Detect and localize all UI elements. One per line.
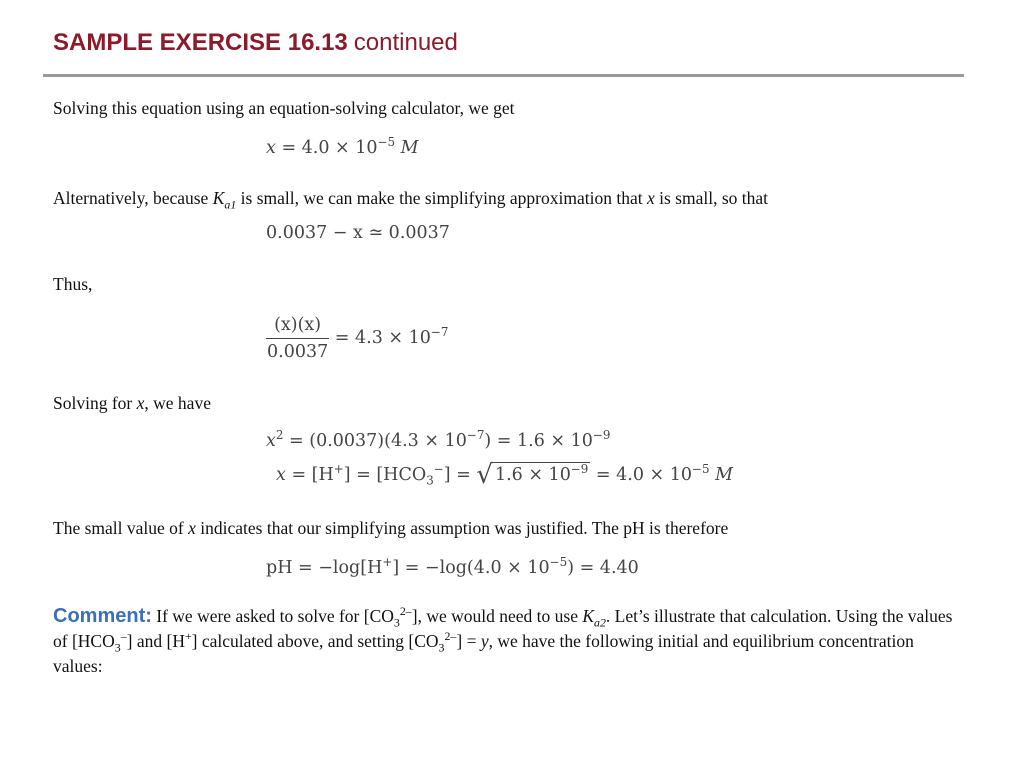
text-small-value — [53, 517, 728, 539]
comment-t2: ], we would need to use — [411, 606, 583, 626]
eq6-exp: −5 — [549, 555, 568, 570]
text-solving-for-x — [53, 392, 211, 414]
fraction — [266, 314, 329, 363]
comment-t5: ] calculated above, and setting [CO — [191, 631, 439, 651]
eq5-b: ] = [HCO — [343, 465, 427, 485]
eq5-a: = [H — [285, 465, 334, 485]
comment-t4-sup: + — [184, 629, 192, 644]
eq5-unit: M — [709, 465, 734, 485]
comment-t5-sup: 2– — [444, 629, 457, 644]
equation-x-squared — [266, 430, 610, 452]
comment-t4: ] and [H — [126, 631, 185, 651]
title-sub: continued — [353, 29, 458, 56]
alt-ka: K — [212, 188, 225, 208]
small-value-suffix: indicates that our simplifying assumption was justified. The pH is therefore — [195, 518, 729, 538]
comment-t7: , we have the following initial and equilibrium concentration values: — [53, 631, 914, 676]
comment-t3: . Let’s illustrate that calculation. Using the values of [HCO — [53, 606, 953, 651]
comment-t2-k: K — [582, 606, 595, 626]
title-divider — [43, 74, 964, 77]
small-value-prefix: The small value of — [53, 518, 189, 538]
eq4-exp2: −9 — [592, 428, 611, 443]
eq4-a: = (0.0037)(4.3 × 10 — [283, 431, 467, 451]
title-main: SAMPLE EXERCISE 16.13 — [53, 29, 348, 56]
square-root — [476, 460, 590, 490]
text-thus: Thus, — [53, 274, 93, 294]
solving-for-x: x — [136, 393, 145, 413]
fraction-denominator: 0.0037 — [267, 342, 329, 362]
eq4-exp1: −7 — [466, 428, 485, 443]
eq5-x: x — [276, 465, 286, 485]
comment-t3-sup: – — [120, 629, 127, 644]
small-value-x: x — [188, 518, 196, 538]
equation-fraction — [266, 314, 448, 363]
eq3-rhs: = 4.3 × 10 — [329, 328, 431, 348]
eq3-exp: −7 — [430, 325, 449, 340]
eq6-b: ] = −log(4.0 × 10 — [392, 558, 550, 578]
equation-x-result — [266, 137, 419, 159]
eq1-unit: M — [395, 138, 419, 158]
eq6-c: ) = 4.40 — [567, 558, 639, 578]
eq4-x: x — [266, 431, 276, 451]
equation-approximation: 0.0037 − x ≃ 0.0037 — [266, 223, 450, 243]
radicand — [493, 462, 590, 486]
eq6-plus: + — [382, 555, 393, 570]
comment-t1-sup: 2– — [399, 604, 412, 619]
text-solving-calculator: Solving this equation using an equation-solving calculator, we get — [53, 98, 515, 118]
alt-prefix: Alternatively, because — [53, 188, 213, 208]
equation-x-hco3 — [276, 460, 734, 490]
eq5-sub3: 3 — [426, 473, 434, 488]
page-title — [53, 28, 458, 58]
comment-t5-sub: 3 — [438, 640, 445, 655]
eq5-minus: − — [433, 462, 444, 477]
comment-t1-sub: 3 — [393, 615, 400, 630]
fraction-numerator: (x)(x) — [266, 314, 329, 339]
radical-sign: √ — [476, 460, 493, 490]
comment-t2-ksub: a2 — [594, 615, 606, 630]
eq4-b: ) = 1.6 × 10 — [484, 431, 593, 451]
text-alternatively — [53, 187, 769, 212]
eq5-sqrt: 1.6 × 10 — [494, 465, 571, 485]
comment-t1: If we were asked to solve for [CO — [151, 606, 394, 626]
equation-ph — [266, 557, 639, 579]
eq5-sqrt-exp: −9 — [570, 462, 589, 477]
solving-for-prefix: Solving for — [53, 393, 137, 413]
eq6-a: pH = −log[H — [266, 558, 383, 578]
eq5-plus: + — [333, 462, 344, 477]
eq1-exp: −5 — [377, 135, 396, 150]
comment-paragraph — [53, 604, 953, 679]
eq4-sup: 2 — [275, 428, 284, 443]
comment-t6-y: y — [480, 631, 489, 651]
comment-t3-sub: 3 — [114, 640, 121, 655]
eq1-mid: = 4.0 × 10 — [275, 138, 378, 158]
eq5-d: = 4.0 × 10 — [590, 465, 693, 485]
alt-x: x — [646, 188, 655, 208]
solving-for-suffix: , we have — [144, 393, 211, 413]
alt-ka-sub: a1 — [224, 197, 237, 212]
alt-mid: is small, we can make the simplifying approximation that — [236, 188, 647, 208]
eq1-var: x — [266, 138, 276, 158]
comment-t6: ] = — [456, 631, 481, 651]
comment-label: Comment: — [53, 605, 152, 627]
eq5-exp: −5 — [692, 462, 710, 477]
eq5-c: ] = — [443, 465, 477, 485]
alt-suffix: is small, so that — [654, 188, 769, 208]
